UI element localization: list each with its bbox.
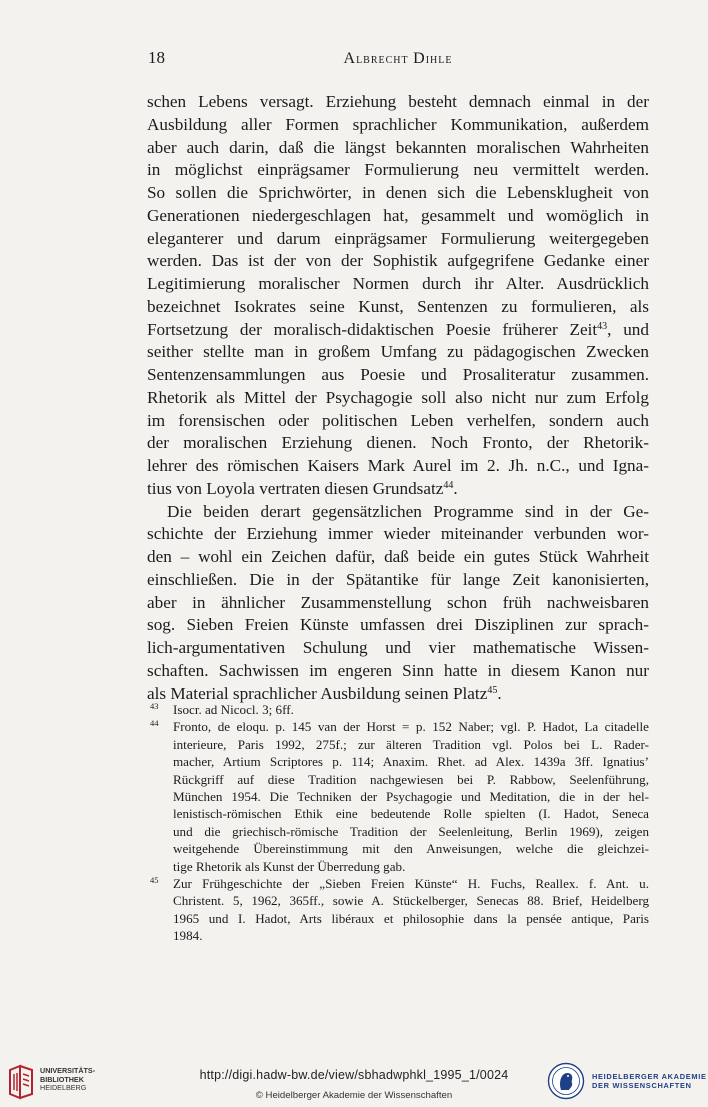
text-line: Die beiden derart gegensätzlichen Programme sind in der Ge- — [167, 501, 649, 521]
footnotes — [147, 701, 649, 945]
body-text — [147, 91, 649, 705]
footnote-line: lenistisch-römischen Ethik eine bedeutende Rolle spielten (I. Hadot, Seneca — [173, 806, 649, 822]
text-line: seither stellte man in großem Umfang zu pädagogischen Zwecken — [147, 342, 649, 362]
text-line: lich-argumentativen Schulung und vier mathematische Wissen- — [147, 638, 649, 657]
text-line: sog. Sieben Freien Künste umfassen drei Disziplinen zur sprach- — [147, 615, 649, 635]
footnote-number: 44 — [150, 718, 159, 729]
academy-name: HEIDELBERGER AKADEMIE DER WISSENSCHAFTEN — [592, 1072, 707, 1090]
text-line: schen Lebens versagt. Erziehung besteht demnach einmal in der — [147, 92, 649, 111]
footnote-line: macher, Artium Scriptores p. 114; Anaxim. Rhet. ad Alex. 1439a 3ff. Ignatius’ — [173, 754, 649, 770]
footnote-line: interieure, Paris 1992, 275f.; zur älteren Tradition vgl. Polos bei L. Rader- — [173, 736, 649, 752]
footnote-44 — [147, 718, 649, 875]
text-line: lehrer des römischen Kaisers Mark Aurel im 2. Jh. n.C., und Igna- — [147, 456, 649, 475]
text-line: als Material sprachlicher Ausbildung seinen Platz$^{45}$. — [147, 683, 502, 703]
page-number: 18 — [148, 48, 165, 67]
running-head-author: Albrecht Dihle — [343, 50, 453, 67]
footnote-line: 1984. — [173, 928, 203, 944]
academy-seal-icon[interactable] — [547, 1062, 585, 1100]
text-line: schichte der Erziehung immer wieder miteinander verbunden wor- — [147, 524, 649, 544]
text-line: eleganterer und darum einprägsamer Formulierung weitergegeben — [147, 228, 649, 248]
text-line: in möglichst einprägsamer Formulierung neu vermittelt werden. — [147, 160, 649, 180]
text-line: Rhetorik als Mittel der Psychagogie soll also nicht nur zum Erfolg — [147, 387, 649, 407]
permalink-url[interactable]: http://digi.hadw-bw.de/view/sbhadwphkl_1995_1/0024 — [199, 1068, 509, 1082]
footnote-number: 43 — [150, 701, 159, 711]
footnote-line: Rückgriff auf diese Tradition nachgewiesen bei P. Rabbow, Seelenführung, — [173, 771, 649, 787]
footnote-line: Christent. 5, 1962, 365ff., sowie A. Stückelberger, Senecas 88. Brief, Heidelberg — [173, 893, 649, 909]
text-line: Generationen niedergeschlagen hat, gesammelt und womöglich in — [147, 205, 649, 225]
footnote-line: Fronto, de eloqu. p. 145 van der Horst = p. 152 Naber; vgl. P. Hadot, La citadelle — [173, 719, 649, 735]
text-line: Fortsetzung der moralisch-didaktischen Poesie früherer Zeit$^{43}$, und — [147, 319, 649, 339]
text-line: aber in ähnlicher Zusammenstellung schon früh nachweisbaren — [147, 592, 649, 612]
footnote-ref-45[interactable]: 45 — [487, 684, 498, 696]
text-line: Legitimierung moralischer Normen durch ihr Alter. Ausdrücklich — [147, 274, 649, 293]
text-line: bezeichnet Isokrates seine Kunst, Sentenzen zu formulieren, als — [147, 296, 649, 316]
text-line: schaften. Sachwissen im engeren Sinn hatte in diesem Kanon nur — [147, 660, 649, 680]
copyright-notice: © Heidelberger Akademie der Wissenschaften — [255, 1090, 453, 1101]
text-line: aber auch darin, daß die längst bekannten moralischen Wahrheiten — [147, 137, 649, 157]
footnote-line: München 1954. Die Techniken der Psychagogie und Meditation, die in der hel- — [173, 789, 649, 805]
text-line: der moralischen Erziehung dienen. Noch Fronto, der Rhetorik- — [147, 433, 649, 453]
digitization-footer — [0, 1056, 708, 1107]
footnote-ref-43[interactable]: 43 — [597, 320, 608, 332]
text-line: einschließen. Die in der Spätantike für lange Zeit kanonisierten, — [147, 569, 649, 589]
footnote-line: weitgehende Übereinstimmung mit den Anweisungen, welche die gleichzei- — [173, 841, 649, 857]
text-line: So sollen die Sprichwörter, in denen sich die Lebensklugheit von — [147, 183, 649, 202]
text-line: tius von Loyola vertraten diesen Grundsatz$^{44}$. — [147, 478, 458, 498]
university-library-name: UNIVERSITÄTS- BIBLIOTHEK HEIDELBERG — [40, 1066, 96, 1092]
footnote-45 — [147, 875, 649, 945]
text-line: den – wohl ein Zeichen dafür, daß beide ein gutes Stück Wahrheit — [147, 547, 649, 566]
text-line: im forensischen oder politischen Leben verhelfen, sondern auch — [147, 410, 649, 430]
footnote-line: Isocr. ad Nicocl. 3; 6ff. — [173, 702, 294, 717]
footnote-line: Zur Frühgeschichte der „Sieben Freien Künste“ H. Fuchs, Reallex. f. Ant. u. — [173, 876, 649, 892]
text-line: Ausbildung aller Formen sprachlicher Kommunikation, außerdem — [147, 114, 649, 134]
footnote-line: 1965 und I. Hadot, Arts libéraux et philosophie dans la pensée antique, Paris — [173, 910, 649, 926]
footnote-number: 45 — [150, 875, 159, 886]
footnote-line: tige Rhetorik als Kunst der Überredung gab. — [173, 858, 406, 874]
footnote-ref-44[interactable]: 44 — [443, 479, 454, 491]
text-line: Sentenzensammlungen aus Poesie und Prosaliteratur zusammen. — [147, 365, 649, 384]
running-header — [148, 48, 648, 70]
footnote-line: und die griechisch-römische Tradition der Seelenleitung, Berlin 1969), zeigen — [173, 823, 649, 839]
footnote-43 — [147, 701, 649, 718]
text-line: werden. Das ist der von der Sophistik aufgegrifene Gedanke einer — [147, 251, 649, 271]
